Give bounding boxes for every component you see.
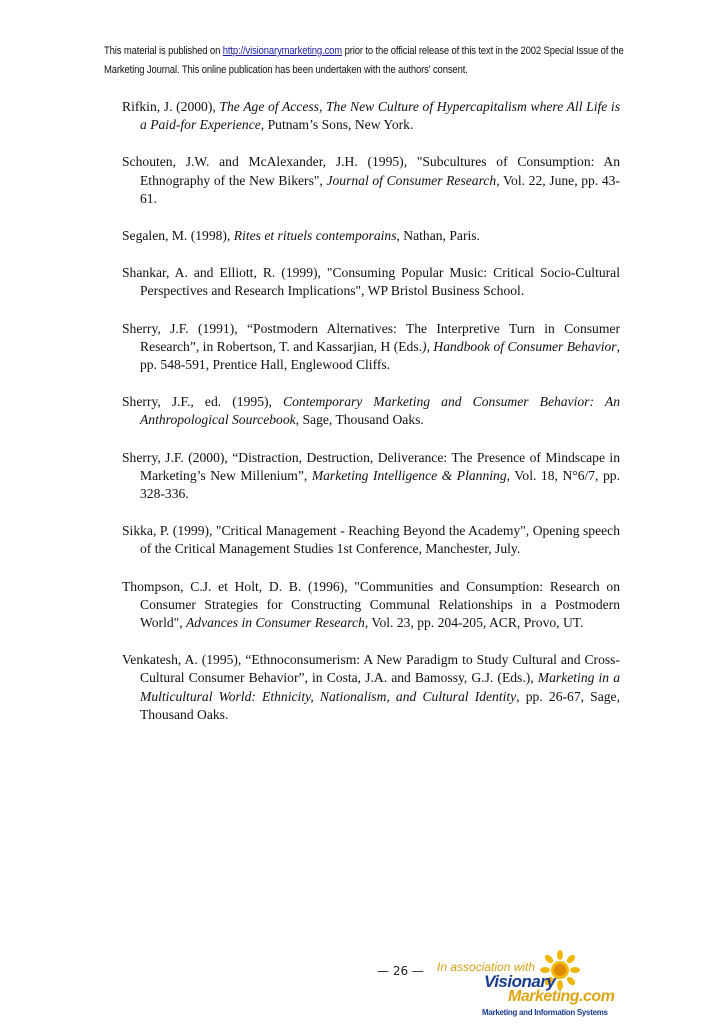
reference-item: Segalen, M. (1998), Rites et rituels contemporains, Nathan, Paris.	[122, 228, 480, 244]
association-label: In association with	[437, 960, 536, 974]
reference-item: Venkatesh, A. (1995), “Ethnoconsumerism: A New Paradigm to Study Cultural and Cross-Cultural Consumer Behavior”, in Costa, J.A. and Bamossy, G.J. (Eds.), Marketing in a Multicultural World: Ethnicity, Nationalism, and Cultural Identity, pp. 26-67, Sage, Thousand Oaks.	[122, 652, 620, 722]
reference-item: Rifkin, J. (2000), The Age of Access, The New Culture of Hypercapitalism where All Life is a Paid-for Experience, Putnam’s Sons, New York.	[122, 99, 620, 133]
logo-word-marketing: Marketing.com	[508, 988, 615, 1005]
reference-item: Sherry, J.F., ed. (1995), Contemporary Marketing and Consumer Behavior: An Anthropological Sourcebook, Sage, Thousand Oaks.	[122, 394, 620, 428]
reference-item: Sherry, J.F. (2000), “Distraction, Destruction, Deliverance: The Presence of Mindscape in Marketing’s New Millenium”, Marketing Intelligence & Planning, Vol. 18, N°6/7, pp. 328-336.	[122, 449, 620, 502]
reference-item: Schouten, J.W. and McAlexander, J.H. (1995), "Subcultures of Consumption: An Ethnography of the New Bikers", Journal of Consumer Research, Vol. 22, June, pp. 43-61.	[122, 154, 620, 206]
visionary-marketing-logo[interactable]	[480, 950, 620, 1025]
page-number: — 26 —	[377, 964, 424, 978]
logo-tagline: Marketing and Information Systems	[482, 1008, 608, 1017]
reference-list	[122, 98, 620, 743]
notice-pre: This material is published on	[104, 45, 223, 57]
publication-notice	[104, 42, 626, 80]
reference-item: Sikka, P. (1999), "Critical Management - Reaching Beyond the Academy", Opening speech of the Critical Management Studies 1st Conference, Manchester, July.	[122, 523, 620, 557]
reference-item: Thompson, C.J. et Holt, D. B. (1996), "Communities and Consumption: Research on Consumer Strategies for Constructing Communal Relationships in a Postmodern World", Advances in Consumer Research, Vol. 23, pp. 204-205, ACR, Provo, UT.	[122, 578, 620, 631]
notice-post: prior to the official release of this text in the 2002 Special Issue of the Marketing Journal. This online publication has been undertaken with the authors' consent.	[104, 45, 624, 76]
reference-item: Shankar, A. and Elliott, R. (1999), "Consuming Popular Music: Critical Socio-Cultural Perspectives and Research Implications", WP Bristol Business School.	[122, 265, 620, 299]
logo-word-visionary: Visionary	[484, 972, 556, 991]
reference-item: Sherry, J.F. (1991), “Postmodern Alternatives: The Interpretive Turn in Consumer Research”, in Robertson, T. and Kassarjian, H (Eds.), Handbook of Consumer Behavior, pp. 548-591, Prentice Hall, Englewood Cliffs.	[122, 320, 620, 373]
visionary-marketing-link[interactable]: http://visionarymarketing.com	[222, 45, 343, 57]
